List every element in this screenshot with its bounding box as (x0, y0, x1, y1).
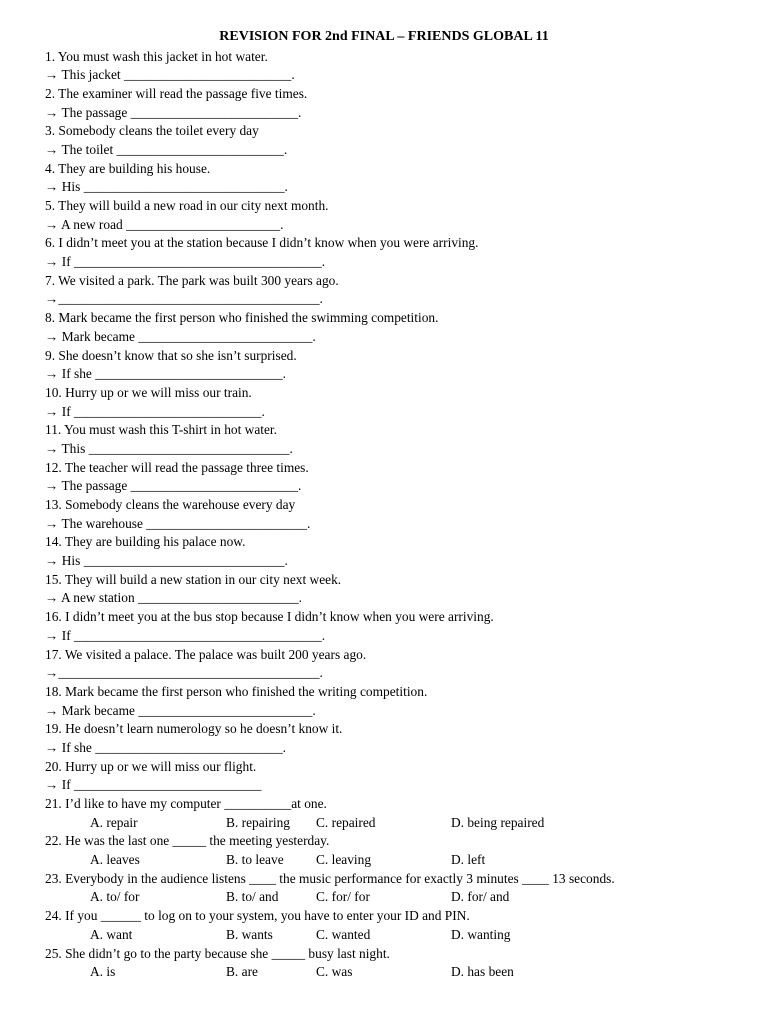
exercise-prompt: 11. You must wash this T-shirt in hot water. (45, 422, 277, 438)
exercise-prompt: 9. She doesn’t know that so she isn’t surprised. (45, 347, 297, 363)
mcq-options (45, 926, 745, 945)
exercise-prompt: 7. We visited a park. The park was built 300 years ago. (45, 272, 339, 288)
mcq-option: A. is (90, 964, 116, 980)
mcq-question: 25. She didn’t go to the party because she _____ busy last night. (45, 945, 390, 961)
mcq-option: D. being repaired (451, 814, 545, 830)
answer-line: → The passage _________________________. (45, 104, 302, 120)
exercise-prompt: 1. You must wash this jacket in hot water. (45, 48, 268, 64)
exercise-prompt: 20. Hurry up or we will miss our flight. (45, 758, 257, 774)
mcq-options (45, 851, 745, 870)
answer-line: → His ______________________________. (45, 179, 288, 195)
exercise-prompt: 17. We visited a palace. The palace was built 200 years ago. (45, 646, 367, 662)
exercise-prompt: 4. They are building his house. (45, 160, 211, 176)
mcq-question: 23. Everybody in the audience listens ____ the music performance for exactly 3 minutes ____ 13 seconds. (45, 870, 615, 886)
mcq-option: C. repaired (316, 814, 376, 830)
answer-line: → If _____________________________________. (45, 627, 326, 643)
answer-line: → If _____________________________________. (45, 254, 326, 270)
mcq-question: 21. I’d like to have my computer __________at one. (45, 796, 327, 811)
exercise-prompt: 13. Somebody cleans the warehouse every day (45, 497, 296, 512)
exercise-prompt: 2. The examiner will read the passage five times. (45, 85, 308, 101)
exercise-prompt: 19. He doesn’t learn numerology so he doesn’t know it. (45, 721, 343, 737)
answer-line: → Mark became __________________________. (45, 702, 316, 718)
mcq-option: A. want (90, 926, 133, 942)
mcq-option: A. repair (90, 814, 138, 830)
mcq-option: B. are (226, 964, 258, 980)
answer-line: →_______________________________________. (45, 665, 323, 681)
mcq-option: B. wants (226, 926, 273, 942)
answer-line: → A new station ________________________. (45, 590, 303, 606)
answer-line: → A new road _______________________. (45, 216, 284, 232)
answer-line: →_______________________________________. (45, 291, 323, 307)
mcq-question: 22. He was the last one _____ the meeting yesterday. (45, 833, 330, 849)
exercise-prompt: 15. They will build a new station in our city next week. (45, 571, 342, 587)
answer-line: → The passage _________________________. (45, 478, 302, 494)
mcq-option: A. to/ for (90, 889, 140, 905)
answer-line: → This jacket _________________________. (45, 67, 295, 83)
document-title: REVISION FOR 2nd FINAL – FRIENDS GLOBAL 11 (219, 29, 549, 44)
exercise-prompt: 5. They will build a new road in our city next month. (45, 198, 329, 213)
answer-line: → Mark became __________________________. (45, 328, 316, 344)
exercise-list (45, 48, 745, 982)
answer-line: → If ____________________________. (45, 403, 265, 419)
answer-line: → If ____________________________ (45, 777, 262, 793)
mcq-option: D. has been (451, 964, 514, 980)
mcq-option: C. for/ for (316, 889, 370, 905)
mcq-option: C. wanted (316, 926, 371, 942)
exercise-prompt: 6. I didn’t meet you at the station because I didn’t know when you were arriving. (45, 235, 479, 251)
answer-line: → If she ____________________________. (45, 366, 287, 382)
mcq-option: B. to/ and (226, 889, 279, 905)
mcq-option: C. was (316, 964, 353, 980)
mcq-options (45, 888, 745, 907)
mcq-option: D. wanting (451, 926, 511, 942)
mcq-option: D. left (451, 852, 486, 868)
answer-line: → The warehouse ________________________. (45, 515, 311, 531)
answer-line: → This ______________________________. (45, 440, 293, 456)
mcq-option: B. repairing (226, 814, 290, 830)
mcq-question: 24. If you ______ to log on to your system, you have to enter your ID and PIN. (45, 908, 470, 924)
mcq-options (45, 814, 745, 833)
answer-line: → His ______________________________. (45, 553, 288, 569)
mcq-option: C. leaving (316, 852, 372, 868)
exercise-prompt: 14. They are building his palace now. (45, 534, 246, 550)
exercise-prompt: 18. Mark became the first person who finished the writing competition. (45, 683, 428, 699)
answer-line: → The toilet _________________________. (45, 141, 288, 157)
mcq-option: B. to leave (226, 852, 284, 868)
answer-line: → If she ____________________________. (45, 739, 287, 755)
exercise-prompt: 8. Mark became the first person who finished the swimming competition. (45, 310, 439, 326)
mcq-option: A. leaves (90, 852, 140, 868)
exercise-prompt: 16. I didn’t meet you at the bus stop because I didn’t know when you were arriving. (45, 609, 494, 625)
exercise-prompt: 3. Somebody cleans the toilet every day (45, 123, 259, 139)
mcq-option: D. for/ and (451, 889, 510, 905)
exercise-prompt: 10. Hurry up or we will miss our train. (45, 384, 252, 400)
exercise-prompt: 12. The teacher will read the passage three times. (45, 459, 309, 475)
mcq-options (45, 963, 745, 982)
